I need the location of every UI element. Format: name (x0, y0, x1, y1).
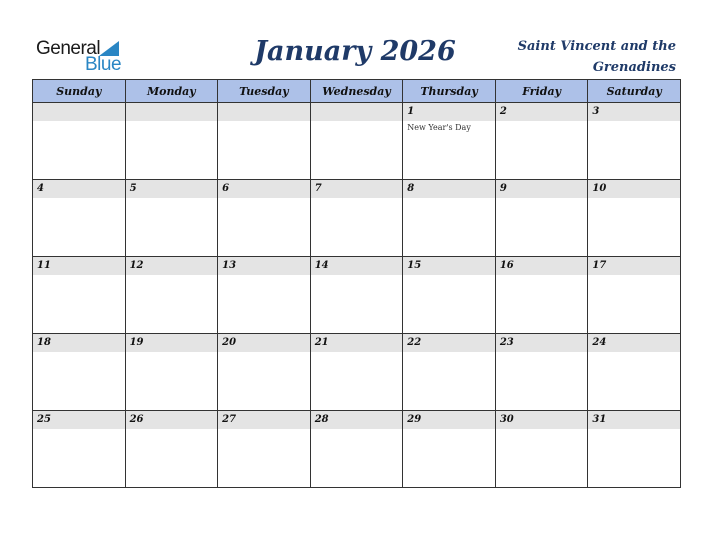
day-number: 10 (592, 183, 607, 194)
day-number-band (33, 103, 125, 121)
week-row (33, 180, 681, 257)
day-number: 30 (499, 414, 514, 425)
holiday-label: New Year's Day (407, 123, 471, 132)
day-number: 29 (407, 414, 422, 425)
day-number-band (126, 334, 218, 352)
logo-text-blue: Blue (85, 54, 122, 75)
day-cell[interactable] (125, 180, 218, 257)
day-number-band (311, 103, 403, 121)
day-number-band (218, 411, 310, 429)
day-cell[interactable] (403, 411, 496, 488)
day-cell[interactable] (588, 411, 681, 488)
day-number: 19 (129, 337, 144, 348)
weekday-header-thursday: Thursday (403, 80, 496, 103)
day-cell[interactable] (125, 103, 218, 180)
day-number: 23 (499, 337, 514, 348)
day-number-band (126, 180, 218, 198)
day-number-band (218, 334, 310, 352)
day-number-band (588, 257, 680, 275)
day-cell[interactable] (218, 257, 311, 334)
week-row (33, 103, 681, 180)
logo-text-general: General (36, 38, 101, 59)
day-cell[interactable] (588, 103, 681, 180)
day-number-band (403, 411, 495, 429)
day-number-band (311, 180, 403, 198)
day-number-band (33, 334, 125, 352)
weekday-header-row (33, 80, 681, 103)
day-cell[interactable] (403, 103, 496, 180)
day-cell[interactable] (310, 411, 403, 488)
day-cell[interactable] (125, 411, 218, 488)
day-cell[interactable] (495, 411, 588, 488)
day-cell[interactable] (33, 411, 126, 488)
week-row (33, 334, 681, 411)
day-cell[interactable] (218, 334, 311, 411)
day-number-band (496, 411, 588, 429)
day-number: 24 (592, 337, 607, 348)
day-cell[interactable] (310, 257, 403, 334)
weekday-header-wednesday: Wednesday (310, 80, 403, 103)
day-number-band (218, 103, 310, 121)
day-number-band (126, 103, 218, 121)
day-number: 12 (129, 260, 144, 271)
day-number: 16 (499, 260, 514, 271)
day-number-band (496, 180, 588, 198)
day-number-band (33, 257, 125, 275)
day-number: 28 (314, 414, 329, 425)
day-number: 7 (314, 183, 322, 194)
day-cell[interactable] (125, 334, 218, 411)
day-cell[interactable] (310, 334, 403, 411)
day-number: 13 (222, 260, 237, 271)
day-number-band (218, 257, 310, 275)
day-number-band (403, 257, 495, 275)
weekday-header-friday: Friday (495, 80, 588, 103)
day-number: 5 (129, 183, 137, 194)
weekday-header-monday: Monday (125, 80, 218, 103)
day-cell[interactable] (495, 257, 588, 334)
day-cell[interactable] (33, 334, 126, 411)
day-cell[interactable] (218, 103, 311, 180)
day-number-band (496, 334, 588, 352)
day-cell[interactable] (33, 103, 126, 180)
day-number: 26 (129, 414, 144, 425)
day-number-band (403, 334, 495, 352)
day-cell[interactable] (495, 334, 588, 411)
day-number-band (126, 411, 218, 429)
day-cell[interactable] (310, 180, 403, 257)
day-number-band (311, 411, 403, 429)
week-row (33, 411, 681, 488)
day-cell[interactable] (33, 257, 126, 334)
day-number: 21 (314, 337, 329, 348)
day-number-band (403, 103, 495, 121)
day-cell[interactable] (403, 257, 496, 334)
day-number-band (588, 180, 680, 198)
day-number: 6 (222, 183, 230, 194)
day-cell[interactable] (588, 257, 681, 334)
day-number: 2 (499, 106, 507, 117)
day-cell[interactable] (588, 334, 681, 411)
day-number-band (311, 257, 403, 275)
day-number: 20 (222, 337, 237, 348)
day-number-band (311, 334, 403, 352)
weekday-header-saturday: Saturday (588, 80, 681, 103)
day-number: 15 (407, 260, 422, 271)
day-number-band (496, 257, 588, 275)
day-number: 22 (407, 337, 422, 348)
day-number-band (33, 411, 125, 429)
day-number: 27 (222, 414, 237, 425)
day-cell[interactable] (33, 180, 126, 257)
day-cell[interactable] (403, 180, 496, 257)
weekday-header-tuesday: Tuesday (218, 80, 311, 103)
day-cell[interactable] (495, 103, 588, 180)
day-cell[interactable] (403, 334, 496, 411)
day-number-band (33, 180, 125, 198)
day-number-band (588, 411, 680, 429)
day-cell[interactable] (125, 257, 218, 334)
day-number: 18 (37, 337, 51, 348)
day-number: 1 (407, 106, 415, 117)
day-number: 9 (499, 183, 507, 194)
day-cell[interactable] (495, 180, 588, 257)
day-number-band (588, 103, 680, 121)
day-number: 11 (37, 260, 51, 271)
day-number: 25 (37, 414, 51, 425)
day-number: 8 (407, 183, 415, 194)
day-number: 3 (592, 106, 600, 117)
day-number-band (218, 180, 310, 198)
weekday-header-sunday: Sunday (33, 80, 126, 103)
day-number: 31 (592, 414, 607, 425)
brand-logo (36, 38, 136, 74)
day-cell[interactable] (218, 411, 311, 488)
country-name: Saint Vincent and the Grenadines (517, 39, 676, 75)
day-number: 4 (37, 183, 44, 194)
day-number: 17 (592, 260, 607, 271)
day-cell[interactable] (310, 103, 403, 180)
day-cell[interactable] (218, 180, 311, 257)
calendar-grid (32, 79, 681, 488)
day-number-band (126, 257, 218, 275)
day-cell[interactable] (588, 180, 681, 257)
day-number-band (403, 180, 495, 198)
week-row (33, 257, 681, 334)
day-number-band (496, 103, 588, 121)
day-number-band (588, 334, 680, 352)
day-number: 14 (314, 260, 329, 271)
calendar-title: January 2026 (254, 36, 456, 67)
